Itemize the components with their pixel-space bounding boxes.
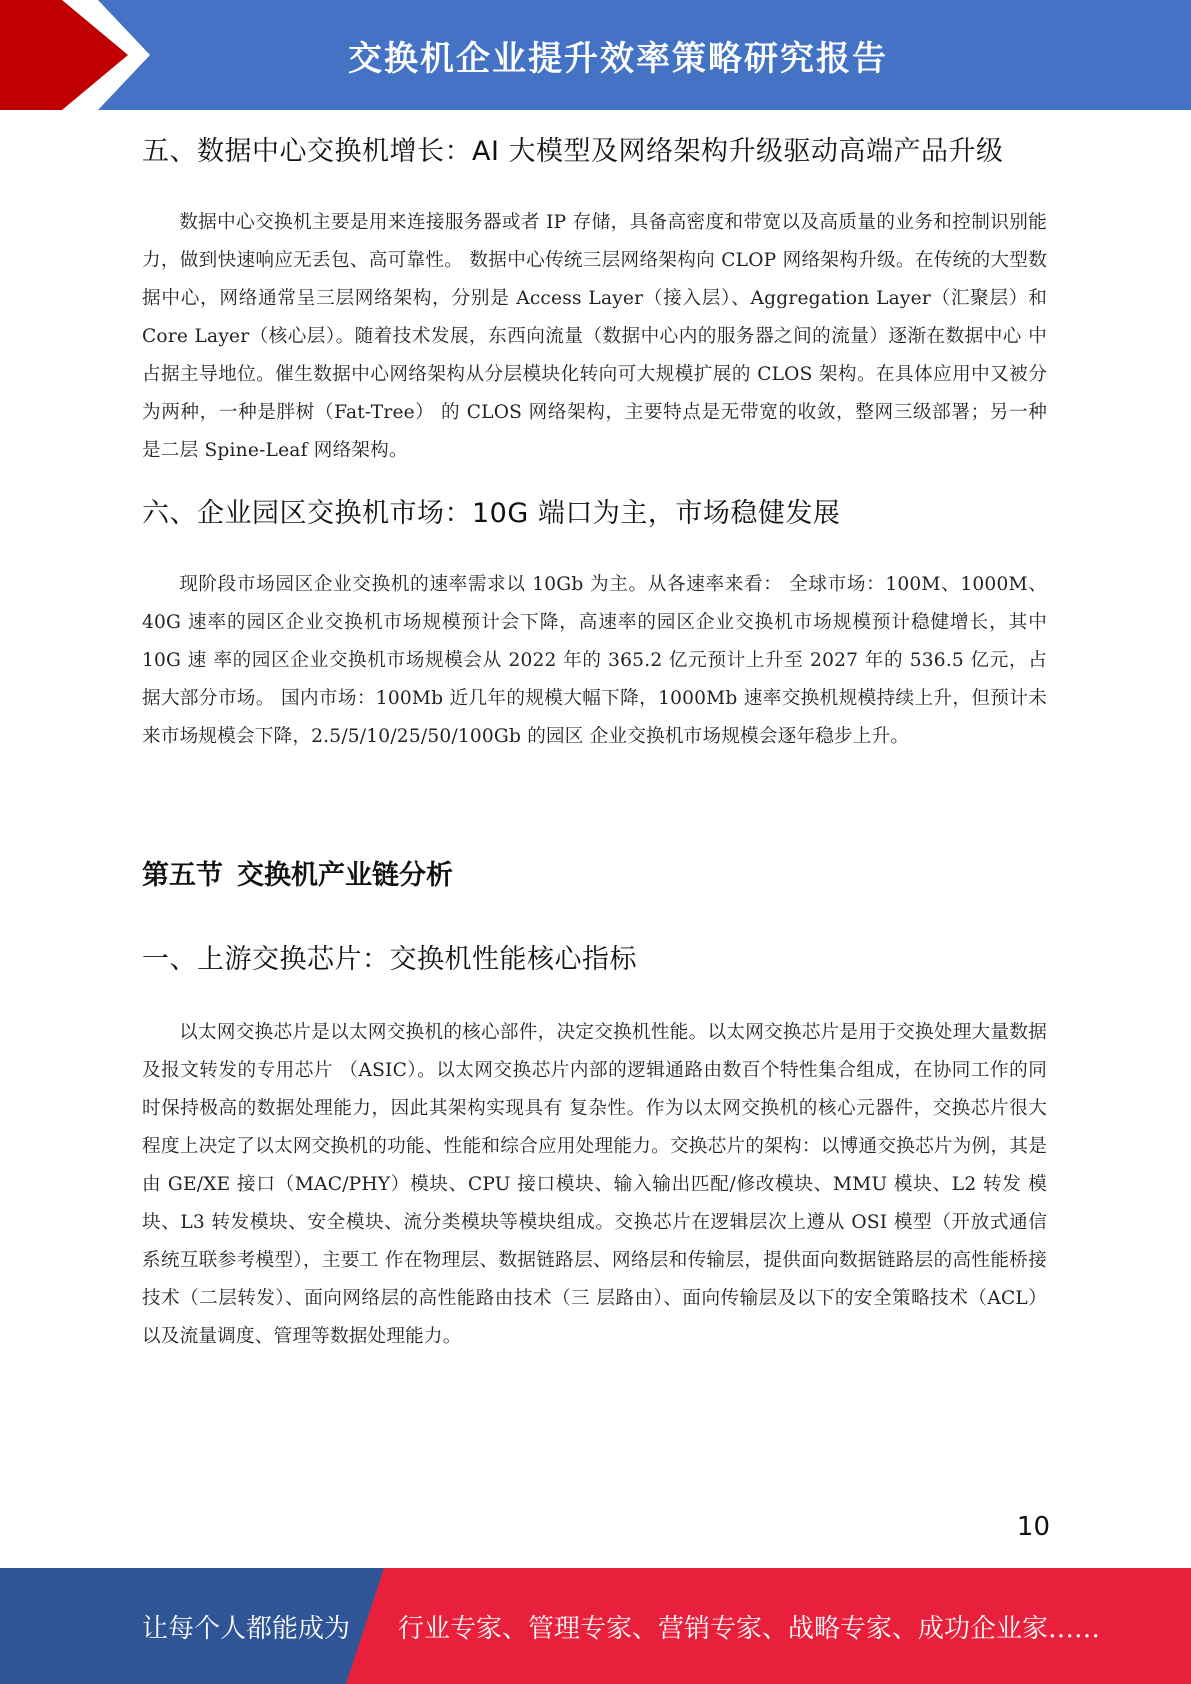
page-content: [142, 120, 1047, 1356]
paragraph-campus: 现阶段市场园区企业交换机的速率需求以 10Gb 为主。从各速率来看： 全球市场：100M、1000M、40G 速率的园区企业交换机市场规模预计会下降，高速率的园区企业交换机市场规模预计稳健增长，其中 10G 速 率的园区企业交换机市场规模会从 2022 年的 365.2 亿元预计上升至 2027 年的 536.5 亿元，占据大部分市场。 国内市场：100Mb 近几年的规模大幅下降，1000Mb 速率交换机规模持续上升，但预计未来市场规模会下降，2.5/5/10/25/50/100Gb 的园区 企业交换机市场规模会逐年稳步上升。: [142, 574, 1047, 747]
section-heading-6: 六、企业园区交换机市场：10G 端口为主，市场稳健发展: [142, 498, 841, 529]
section-heading-5: 五、数据中心交换机增长：AI 大模型及网络架构升级驱动高端产品升级: [142, 136, 1004, 167]
chapter-number: 第五节: [142, 860, 223, 891]
chapter-heading: [142, 856, 1047, 896]
footer-slogan-right: 行业专家、管理专家、营销专家、战略专家、成功企业家……: [398, 1613, 1101, 1644]
footer-slogan-left: 让每个人都能成为: [142, 1613, 351, 1644]
chapter-title: 交换机产业链分析: [237, 860, 453, 891]
section-heading-1: 一、上游交换芯片：交换机性能核心指标: [142, 944, 637, 975]
header-bar: [0, 0, 1191, 110]
report-title: 交换机企业提升效率策略研究报告: [348, 38, 888, 79]
page-number: 10: [1016, 1512, 1050, 1542]
footer-bar: [0, 1568, 1191, 1684]
paragraph-switch-chip: 以太网交换芯片是以太网交换机的核心部件，决定交换机性能。以太网交换芯片是用于交换处理大量数据及报文转发的专用芯片 （ASIC）。以太网交换芯片内部的逻辑通路由数百个特性集合组成，在协同工作的同时保持极高的数据处理能力，因此其架构实现具有 复杂性。作为以太网交换机的核心元器件，交换芯片很大程度上决定了以太网交换机的功能、性能和综合应用处理能力。交换芯片的架构：以博通交换芯片为例，其是由 GE/XE 接口（MAC/PHY）模块、CPU 接口模块、输入输出匹配/修改模块、MMU 模块、L2 转发 模块、L3 转发模块、安全模块、流分类模块等模块组成。交换芯片在逻辑层次上遵从 OSI 模型（开放式通信系统互联参考模型），主要工 作在物理层、数据链路层、网络层和传输层，提供面向数据链路层的高性能桥接技术（二层转发）、面向网络层的高性能路由技术（三 层路由）、面向传输层及以下的安全策略技术（ACL）以及流量调度、管理等数据处理能力。: [142, 1022, 1047, 1347]
paragraph-datacenter: 数据中心交换机主要是用来连接服务器或者 IP 存储，具备高密度和带宽以及高质量的业务和控制识别能力，做到快速响应无丢包、高可靠性。 数据中心传统三层网络架构向 CLOP 网络架构升级。在传统的大型数据中心，网络通常呈三层网络架构，分别是 Access Layer（接入层）、Aggregation Layer（汇聚层）和 Core Layer（核心层）。随着技术发展，东西向流量（数据中心内的服务器之间的流量）逐渐在数据中心 中占据主导地位。催生数据中心网络架构从分层模块化转向可大规模扩展的 CLOS 架构。在具体应用中又被分为两种，一种是胖树（Fat-Tree） 的 CLOS 网络架构，主要特点是无带宽的收敛，整网三级部署；另一种是二层 Spine-Leaf 网络架构。: [142, 212, 1047, 461]
